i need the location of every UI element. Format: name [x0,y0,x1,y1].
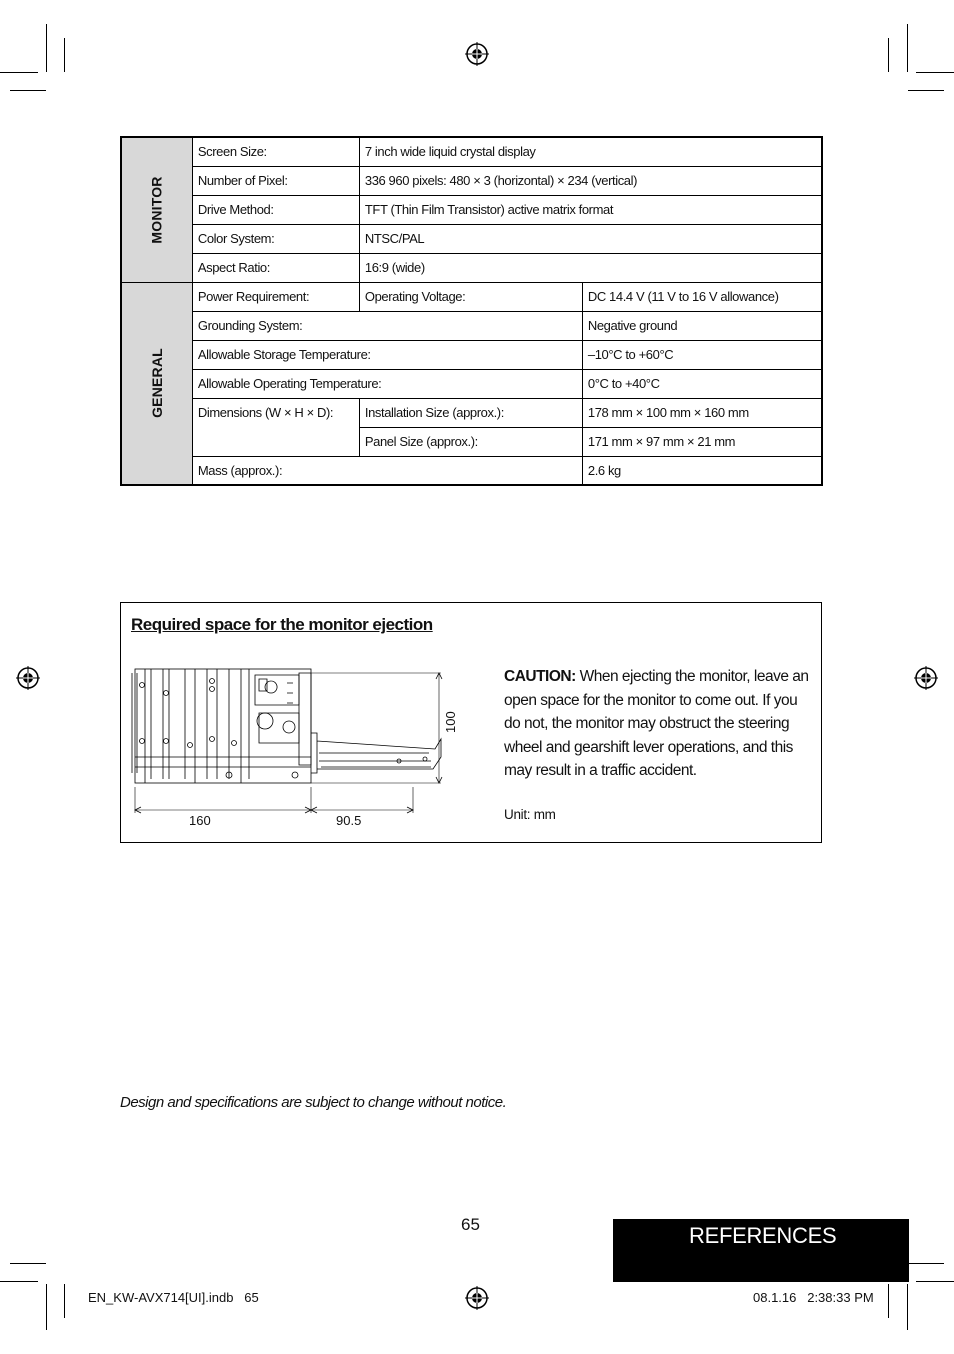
monitor-section-label: MONITOR [121,137,192,282]
caution-label: CAUTION: [504,668,576,685]
table-row [121,456,822,485]
caution-text [504,665,812,783]
panel-title: Required space for the monitor ejection [131,615,433,634]
spec-value: –10°C to +60°C [582,340,822,369]
crop-mark [46,24,47,72]
table-row [121,224,822,253]
spec-value: 7 inch wide liquid crystal display [359,137,822,166]
spec-value: 0°C to +40°C [582,369,822,398]
crop-mark [0,1281,38,1282]
crop-mark [888,1284,889,1318]
spec-label: Screen Size: [192,137,359,166]
crop-mark [907,1284,908,1330]
spec-label: Mass (approx.): [192,456,582,485]
dimension-eject-label: 90.5 [336,813,362,828]
section-tab-label: REFERENCES [689,1223,837,1248]
ejection-space-panel [120,602,822,843]
registration-mark-icon [465,1286,489,1310]
spec-sublabel: Panel Size (approx.): [359,427,582,456]
spec-value: 178 mm × 100 mm × 160 mm [582,398,822,427]
table-row [121,282,822,311]
spec-label: Dimensions (W × H × D): [192,398,359,456]
caution-body: When ejecting the monitor, leave an open space for the monitor to come out. If you do not, the monitor may obstruct the steering wheel and gearshift lever operations, and this may result in a traffic accident. [504,668,809,779]
footer-timestamp: 08.1.16 2:38:33 PM [753,1290,874,1305]
spec-label: Aspect Ratio: [192,253,359,282]
crop-mark [916,72,954,73]
crop-mark [64,1284,65,1318]
crop-mark [10,1263,46,1264]
table-row [121,340,822,369]
spec-sublabel: Installation Size (approx.): [359,398,582,427]
spec-label: Drive Method: [192,195,359,224]
crop-mark [908,90,944,91]
crop-mark [907,24,908,72]
crop-mark [46,1284,47,1330]
section-tab [613,1219,909,1282]
general-section-label: GENERAL [121,282,192,485]
registration-mark-icon [465,42,489,66]
crop-mark [0,72,38,73]
ejection-diagram [129,663,459,823]
crop-mark [888,38,889,72]
table-row [121,369,822,398]
table-row [121,166,822,195]
crop-mark [916,1281,954,1282]
dimension-depth-label: 160 [189,813,211,828]
spec-label: Power Requirement: [192,282,359,311]
table-row [121,311,822,340]
spec-value: 2.6 kg [582,456,822,485]
spec-value: 336 960 pixels: 480 × 3 (horizontal) × 234 (vertical) [359,166,822,195]
spec-value: DC 14.4 V (11 V to 16 V allowance) [582,282,822,311]
table-row [121,253,822,282]
table-row [121,137,822,166]
spec-table [120,136,823,486]
table-row [121,398,822,427]
spec-label: Allowable Operating Temperature: [192,369,582,398]
spec-value: TFT (Thin Film Transistor) active matrix format [359,195,822,224]
table-row [121,195,822,224]
registration-mark-icon [16,666,40,690]
spec-value: 16:9 (wide) [359,253,822,282]
dimension-height-label: 100 [443,711,458,733]
registration-mark-icon [914,666,938,690]
spec-label: Allowable Storage Temperature: [192,340,582,369]
spec-sublabel: Operating Voltage: [359,282,582,311]
spec-label: Number of Pixel: [192,166,359,195]
crop-mark [10,90,46,91]
crop-mark [908,1263,944,1264]
spec-value: Negative ground [582,311,822,340]
spec-label: Color System: [192,224,359,253]
unit-label: Unit: mm [504,807,556,822]
spec-label: Grounding System: [192,311,582,340]
crop-mark [64,38,65,72]
page-number: 65 [461,1215,480,1234]
spec-value: 171 mm × 97 mm × 21 mm [582,427,822,456]
specification-notice: Design and specifications are subject to change without notice. [120,1094,507,1111]
footer-file: EN_KW-AVX714[UI].indb 65 [88,1290,259,1305]
spec-value: NTSC/PAL [359,224,822,253]
